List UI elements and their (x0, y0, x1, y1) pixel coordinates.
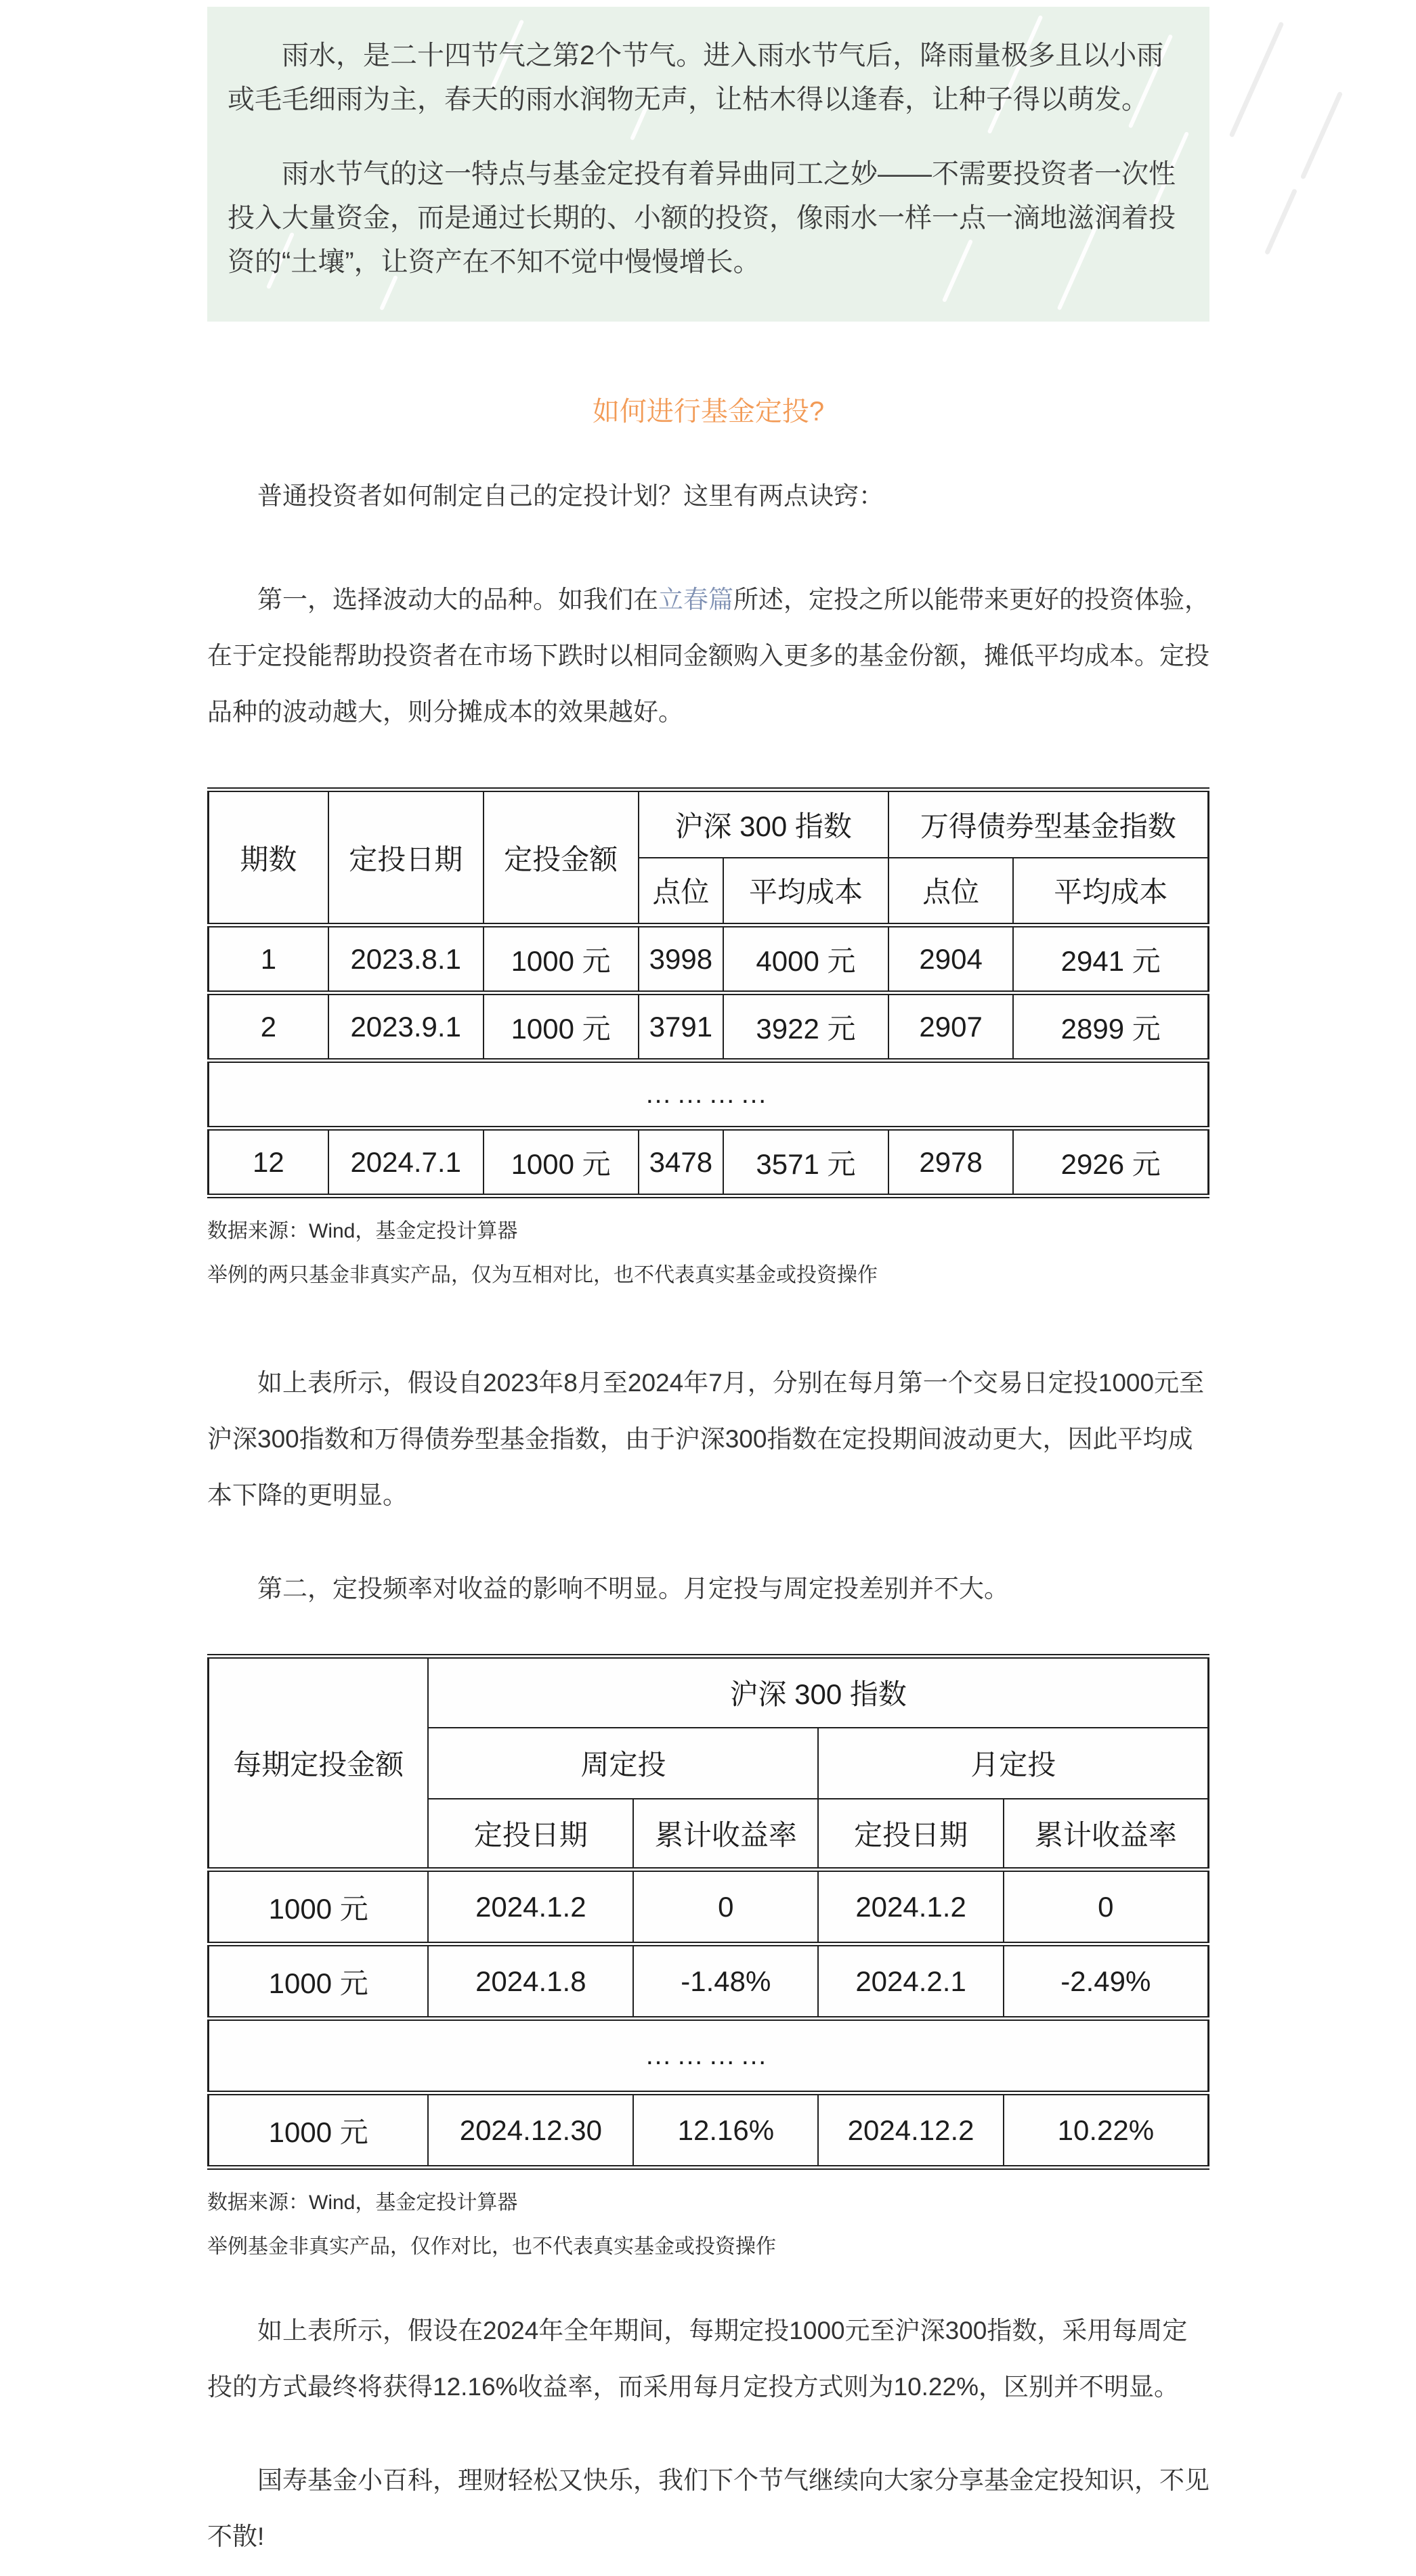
paragraph-tip-one (207, 571, 1209, 740)
cell-monthly-return: -2.49% (1004, 1944, 1209, 2019)
cell-bond-point: 2978 (888, 1129, 1014, 1196)
cell-bond-avgcost: 2899 元 (1013, 993, 1208, 1061)
paragraph-closing: 国寿基金小百科，理财轻松又快乐，我们下个节气继续向大家分享基金定投知识，不见不散! (207, 2466, 1209, 2550)
table2-header-hs300-group: 沪深 300 指数 (428, 1657, 1208, 1728)
table-ellipsis-row (209, 2019, 1209, 2093)
table2-subheader-monthly-date: 定投日期 (818, 1799, 1003, 1870)
cell-amount: 1000 元 (484, 925, 639, 993)
paragraph-tip-one-before: 第一，选择波动大的品种。如我们在 (257, 586, 658, 613)
table2-header-weekly: 周定投 (428, 1728, 818, 1799)
table2-header-amount: 每期定投金额 (209, 1657, 429, 1870)
cell-period: 2 (209, 993, 328, 1061)
cell-bond-point: 2907 (888, 993, 1014, 1061)
table1-header-date: 定投日期 (328, 790, 484, 925)
table2-disclaimer-note: 举例基金非真实产品，仅作对比，也不代表真实基金或投资操作 (207, 2235, 776, 2258)
cell-monthly-return: 10.22% (1004, 2093, 1209, 2168)
table2-subheader-monthly-return: 累计收益率 (1004, 1799, 1209, 1870)
table1-subheader-hs300-point: 点位 (639, 858, 724, 925)
cell-bond-point: 2904 (888, 925, 1014, 993)
table2-subheader-weekly-return: 累计收益率 (633, 1799, 818, 1870)
intro-highlight-box (207, 7, 1209, 322)
cell-weekly-date: 2024.1.2 (428, 1870, 633, 1944)
table1-header-hs300-group: 沪深 300 指数 (639, 790, 888, 858)
rain-streak-faint (1300, 91, 1343, 180)
rain-streak-faint (1264, 188, 1297, 255)
cell-weekly-date: 2024.1.8 (428, 1944, 633, 2019)
table-row (209, 1944, 1209, 2019)
cell-hs300-point: 3998 (639, 925, 724, 993)
table-row (209, 2093, 1209, 2168)
table1-subheader-bond-avgcost: 平均成本 (1013, 858, 1208, 925)
cell-hs300-point: 3478 (639, 1129, 724, 1196)
table1-header-bond-group: 万得债券型基金指数 (888, 790, 1209, 858)
table1-header-amount: 定投金额 (484, 790, 639, 925)
ellipsis-dots: ………… (209, 1061, 1209, 1129)
monthly-invest-table (207, 787, 1209, 1198)
intro-paragraph: 雨水节气的这一特点与基金定投有着异曲同工之妙——不需要投资者一次性投入大量资金，而是通过长期的、小额的投资，像雨水一样一点一滴地滋润着投资的“土壤”，让资产在不知不觉中慢慢增长。 (228, 159, 1176, 277)
cell-period: 1 (209, 925, 328, 993)
cell-period: 12 (209, 1129, 328, 1196)
rain-streak-faint (1229, 22, 1285, 138)
table2-header-row-1 (209, 1657, 1209, 1728)
table-row (209, 1870, 1209, 1944)
cell-date: 2023.9.1 (328, 993, 484, 1061)
ellipsis-dots: ………… (209, 2019, 1209, 2093)
table2-header-monthly: 月定投 (818, 1728, 1208, 1799)
intro-paragraph: 雨水，是二十四节气之第2个节气。进入雨水节气后，降雨量极多且以小雨或毛毛细雨为主，春天的雨水润物无声，让枯木得以逢春，让种子得以萌发。 (228, 41, 1164, 114)
cell-weekly-return: 12.16% (633, 2093, 818, 2168)
cell-amount: 1000 元 (209, 1944, 429, 2019)
cell-monthly-date: 2024.12.2 (818, 2093, 1003, 2168)
table2-source-note: 数据来源：Wind，基金定投计算器 (207, 2191, 518, 2214)
cell-hs300-avgcost: 4000 元 (723, 925, 888, 993)
table1-disclaimer-note: 举例的两只基金非真实产品，仅为互相对比，也不代表真实基金或投资操作 (207, 1264, 878, 1286)
lichun-article-link[interactable]: 立春篇 (658, 586, 733, 613)
table1-subheader-hs300-avgcost: 平均成本 (723, 858, 888, 925)
cell-amount: 1000 元 (484, 1129, 639, 1196)
table-row (209, 1129, 1209, 1196)
cell-monthly-date: 2024.1.2 (818, 1870, 1003, 1944)
paragraph-table2-analysis: 如上表所示，假设在2024年全年期间，每期定投1000元至沪深300指数，采用每周定投的方式最终将获得12.16%收益率，而采用每月定投方式则为10.22%，区别并不明显。 (207, 2317, 1188, 2401)
frequency-compare-table (207, 1654, 1209, 2170)
cell-weekly-return: -1.48% (633, 1944, 818, 2019)
cell-amount: 1000 元 (209, 2093, 429, 2168)
cell-weekly-return: 0 (633, 1870, 818, 1944)
cell-monthly-return: 0 (1004, 1870, 1209, 1944)
cell-date: 2024.7.1 (328, 1129, 484, 1196)
paragraph-tip-two: 第二，定投频率对收益的影响不明显。月定投与周定投差别并不大。 (257, 1575, 1009, 1602)
paragraph-intro-tips: 普通投资者如何制定自己的定投计划？这里有两点诀窍： (257, 482, 884, 510)
table2-subheader-weekly-date: 定投日期 (428, 1799, 633, 1870)
cell-bond-avgcost: 2941 元 (1013, 925, 1208, 993)
table1-header-periods: 期数 (209, 790, 328, 925)
cell-monthly-date: 2024.2.1 (818, 1944, 1003, 2019)
cell-amount: 1000 元 (484, 993, 639, 1061)
table1-source-note: 数据来源：Wind，基金定投计算器 (207, 1220, 518, 1242)
cell-bond-avgcost: 2926 元 (1013, 1129, 1208, 1196)
table1-subheader-bond-point: 点位 (888, 858, 1014, 925)
table1-header-row-1 (209, 790, 1209, 858)
cell-weekly-date: 2024.12.30 (428, 2093, 633, 2168)
paragraph-tip-one-after: 所述，定投之所以能带来更好的投资体验，在于定投能帮助投资者在市场下跌时以相同金额购入更多的基金份额，摊低平均成本。定投品种的波动越大，则分摊成本的效果越好。 (207, 586, 1209, 726)
cell-amount: 1000 元 (209, 1870, 429, 1944)
section-heading: 如何进行基金定投? (592, 397, 825, 427)
table-row (209, 993, 1209, 1061)
cell-hs300-avgcost: 3922 元 (723, 993, 888, 1061)
table-ellipsis-row (209, 1061, 1209, 1129)
cell-date: 2023.8.1 (328, 925, 484, 993)
table-row (209, 925, 1209, 993)
cell-hs300-point: 3791 (639, 993, 724, 1061)
paragraph-table1-analysis: 如上表所示，假设自2023年8月至2024年7月，分别在每月第一个交易日定投1000元至沪深300指数和万得债券型基金指数，由于沪深300指数在定投期间波动更大，因此平均成本下降的更明显。 (207, 1369, 1205, 1509)
cell-hs300-avgcost: 3571 元 (723, 1129, 888, 1196)
